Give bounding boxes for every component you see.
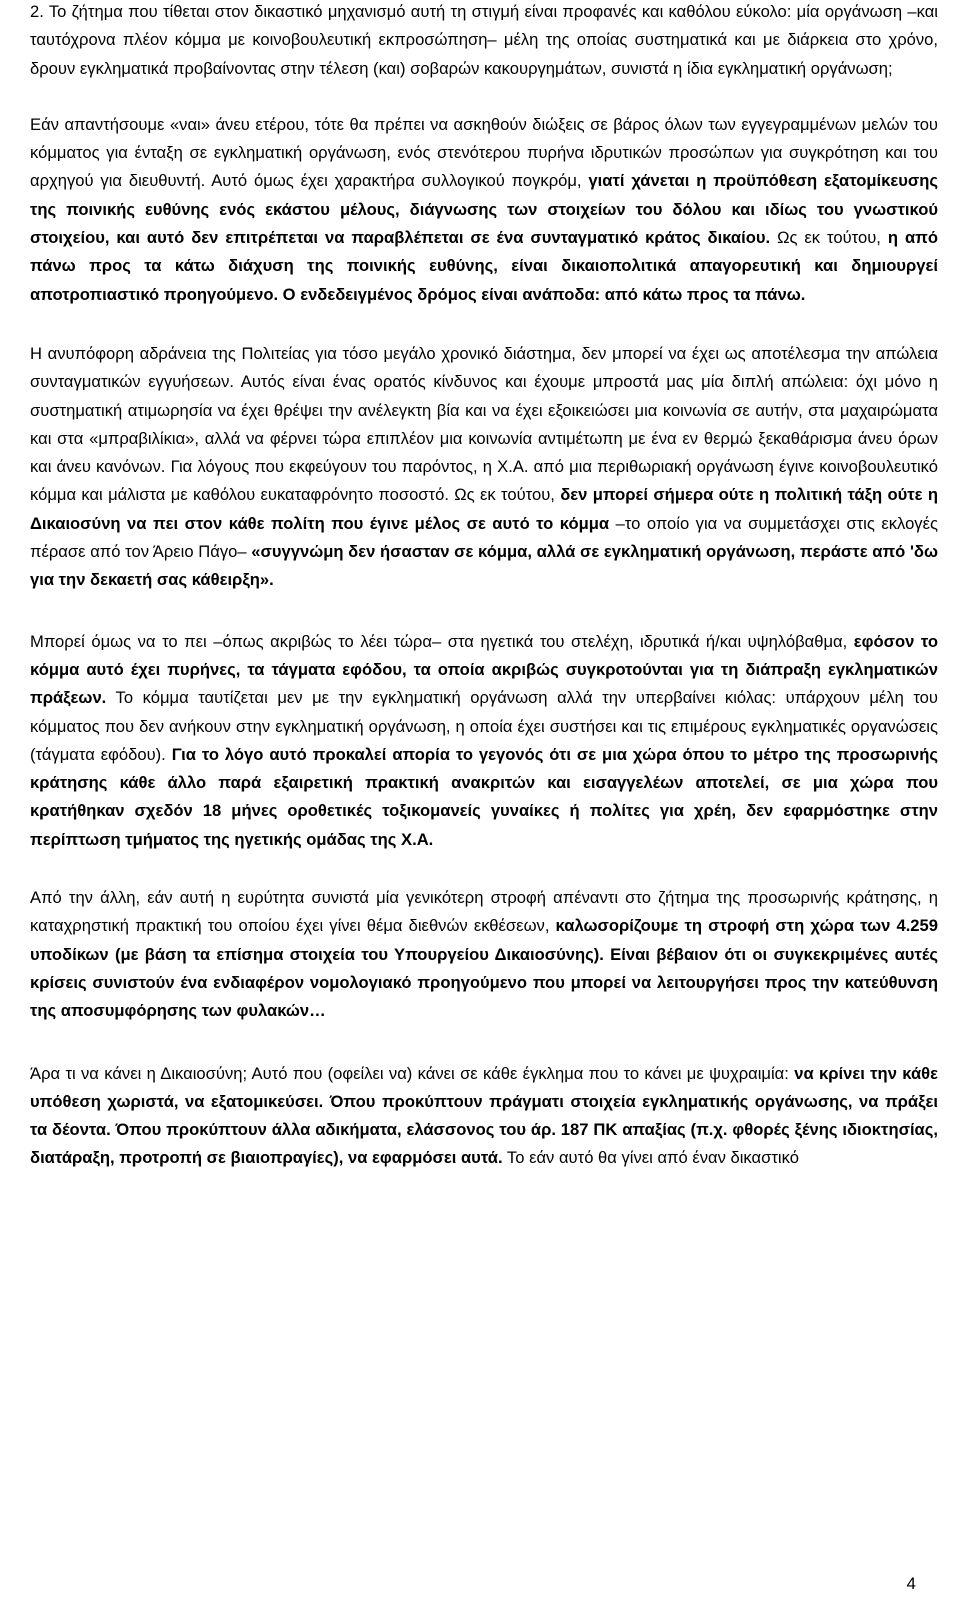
bold-text-run: «συγγνώμη δεν ήσασταν σε κόμμα, αλλά σε εγκληματική οργάνωση, περάστε από 'δω για την δεκαετή σας κάθειρξη».: [30, 542, 938, 590]
page-number: 4: [906, 1573, 916, 1593]
bold-text-run: να κρίνει την κάθε υπόθεση χωριστά, να εξατομικεύσει. Όπου προκύπτουν πράγματι στοιχεία εγκληματικής οργάνωσης, να πράξει τα δέοντα. Όπου προκύπτουν άλλα αδικήματα, ελάσσονος του άρ. 187 ΠΚ απαξίας (π.χ. φθορές ξένης ιδιοκτησίας, διατάραξη, προτροπή σε βιαιοπραγίες), να εφαρμόσει αυτά.: [30, 1063, 938, 1168]
bold-text-run: καλωσορίζουμε τη στροφή στη χώρα των 4.259 υποδίκων (με βάση τα επίσημα στοιχεία του Υπουργείου Δικαιοσύνης). Είναι βέβαιον ότι οι συγκεκριμένες αυτές κρίσεις συνιστούν ένα ενδιαφέρον νομολογιακό προηγούμενο που μπορεί να λειτουργήσει προς την κατεύθυνση της αποσυμφόρησης των φυλακών…: [30, 916, 938, 1021]
text-run: –το οποίο για να συμμετάσχει στις εκλογές πέρασε από τον Άρειο Πάγο–: [30, 513, 938, 562]
paragraph-3: [30, 340, 938, 595]
bold-text-run: δεν μπορεί σήμερα ούτε η πολιτική τάξη ούτε η Δικαιοσύνη να πει στον κάθε πολίτη που έγινε μέλος σε αυτό το κόμμα: [30, 485, 938, 533]
text-run: Το κόμμα ταυτίζεται μεν με την εγκληματική οργάνωση αλλά την υπερβαίνει κιόλας: υπάρχουν μέλη του κόμματος που δεν ανήκουν στην εγκληματική οργάνωση, η οποία έχει συστήσει και τις επιμέρους εγκληματικές οργανώσεις (τάγματα εφόδου).: [30, 688, 938, 764]
bold-text-run: η από πάνω προς τα κάτω διάχυση της ποινικής ευθύνης, είναι δικαιοπολιτικά απαγορευτική και δημιουργεί αποτροπιαστικό προηγούμενο. Ο ενδεδειγμένος δρόμος είναι ανάποδα: από κάτω προς τα πάνω.: [30, 228, 938, 304]
text-run: Ως εκ τούτου,: [770, 228, 888, 248]
text-run: Η ανυπόφορη αδράνεια της Πολιτείας για τόσο μεγάλο χρονικό διάστημα, δεν μπορεί να έχει ως αποτέλεσμα την απώλεια συνταγματικών εγγυήσεων. Αυτός είναι ένας ορατός κίνδυνος και έχουμε μπροστά μας μία διπλή απώλεια: όχι μόνο η συστηματική ατιμωρησία να έχει θρέψει την ανέλεγκτη βία και να έχει εξοικειώσει μια κοινωνία σε αυτήν, στα μαχαιρώματα και στα «μπραβιλίκια», αλλά να φέρνει τώρα επιπλέον μια κοινωνία αντιμέτωπη με ένα εν θερμώ ξεκαθάρισμα άνευ όρων και άνευ κανόνων. Για λόγους που εκφεύγουν του παρόντος, η Χ.Α. από μια περιθωριακή οργάνωση έγινε κοινοβουλευτικό κόμμα και μάλιστα με καθόλου ευκαταφρόνητο ποσοστό. Ως εκ τούτου,: [30, 343, 938, 505]
text-run: Μπορεί όμως να το πει –όπως ακριβώς το λέει τώρα– στα ηγετικά του στελέχη, ιδρυτικά ή/και υψηλόβαθμα,: [30, 631, 854, 651]
bold-text-run: Για το λόγο αυτό προκαλεί απορία το γεγονός ότι σε μια χώρα όπου το μέτρο της προσωρινής κράτησης κάθε άλλο παρά εξαιρετική πρακτική ανακριτών και εισαγγελέων αποτελεί, σε μια χώρα που κρατήθηκαν σχεδόν 18 μήνες οροθετικές τοξικομανείς γυναίκες ή πολίτες για χρέη, δεν εφαρμόστηκε στην περίπτωση τμήματος της ηγετικής ομάδας της Χ.Α.: [30, 744, 938, 849]
text-run: 2. Το ζήτημα που τίθεται στον δικαστικό μηχανισμό αυτή τη στιγμή είναι προφανές και καθόλου εύκολο: μία οργάνωση –και ταυτόχρονα πλέον κόμμα με κοινοβουλευτική εκπροσώπηση– μέλη της οποίας συστηματικά και με διάρκεια στο χρόνο, δρουν εγκληματικά προβαίνοντας στην τέλεση (και) σοβαρών κακουργημάτων, συνιστά η ίδια εγκληματική οργάνωση;: [30, 2, 938, 78]
paragraph-5: [30, 884, 938, 1025]
paragraph-1: [30, 0, 938, 83]
text-run: Εάν απαντήσουμε «ναι» άνευ ετέρου, τότε θα πρέπει να ασκηθούν διώξεις σε βάρος όλων των εγγεγραμμένων μελών του κόμματος για ένταξη σε εγκληματική οργάνωση, ενός στενότερου πυρήνα ιδρυτικών προσώπων για συγκρότηση και του αρχηγού για διευθυντή. Αυτό όμως έχει χαρακτήρα συλλογικού πογκρόμ,: [30, 114, 938, 191]
text-run: Το εάν αυτό θα γίνει από έναν δικαστικό: [502, 1148, 799, 1168]
bold-text-run: γιατί χάνεται η προϋπόθεση εξατομίκευσης της ποινικής ευθύνης ενός εκάστου μέλους, διάγνωσης των στοιχείων του δόλου και ιδίως του γνωστικού στοιχείου, και αυτό δεν επιτρέπεται να παραβλέπεται σε ένα συνταγματικό κράτος δικαίου.: [30, 171, 939, 248]
text-run: Άρα τι να κάνει η Δικαιοσύνη; Αυτό που (οφείλει να) κάνει σε κάθε έγκλημα που το κάνει με ψυχραιμία:: [30, 1063, 795, 1083]
paragraph-4: [30, 628, 938, 854]
paragraph-2: [30, 111, 938, 309]
bold-text-run: εφόσον το κόμμα αυτό έχει πυρήνες, τα τάγματα εφόδου, τα οποία ακριβώς συγκροτούνται για τη διάπραξη εγκληματικών πράξεων.: [30, 631, 938, 708]
text-run: Από την άλλη, εάν αυτή η ευρύτητα συνιστά μία γενικότερη στροφή απέναντι στο ζήτημα της προσωρινής κράτησης, η καταχρηστική πρακτική του οποίου έχει γίνει θέμα διεθνών εκθέσεων,: [30, 888, 938, 936]
paragraph-6: [30, 1060, 938, 1173]
